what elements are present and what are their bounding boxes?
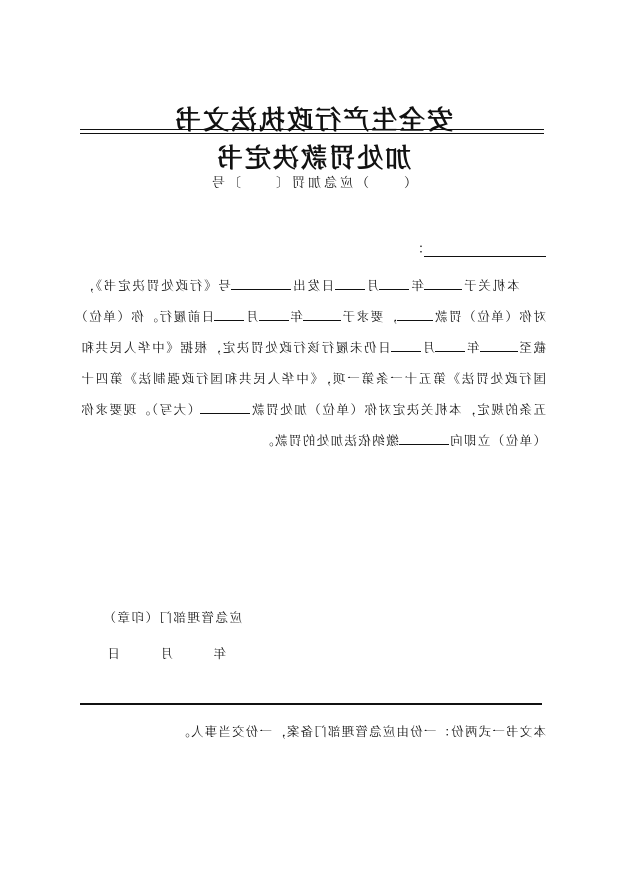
footer-note: 本文书一式两份：一份由应急管理部门备案，一份交当事人。 — [176, 724, 546, 739]
decision-body — [80, 270, 546, 456]
blank-month-2 — [259, 309, 289, 321]
body-text-3: 月 — [364, 278, 380, 293]
body-text-2: 年 — [409, 278, 425, 293]
blank-year-2 — [303, 309, 341, 321]
body-text-10: 年 — [465, 340, 480, 355]
footer-rule — [80, 703, 542, 705]
blank-year-3 — [480, 340, 518, 352]
blank-day-2 — [214, 309, 244, 321]
body-text-6: ，要求于 — [340, 309, 398, 324]
body-text-13: （大写）。现要求你（单位）立即向 — [80, 402, 546, 448]
blank-doc-no — [231, 278, 291, 290]
addressee-colon: ： — [410, 242, 424, 257]
body-text-12: 日仍未履行该行政处罚决定，根据《中华人民共和国行政处罚法》第五十一条第一项，《中华人民共和国行政强制法》第四十五条的规定，本机关决定对你（单位）加处罚款 — [80, 340, 546, 417]
blank-month — [380, 278, 410, 290]
document-number: （ ）应急加罚〔 〕号 — [209, 176, 418, 191]
blank-day — [335, 278, 365, 290]
title-rule-lower — [80, 133, 544, 134]
title-rule-upper — [80, 129, 544, 130]
blank-year — [424, 278, 462, 290]
issuing-department: 应急管理部门（印章） — [101, 610, 242, 625]
body-text-14: 缴纳依法加处的罚款。 — [259, 433, 399, 448]
body-text-5: 号《行政处罚决定书》，对你（单位）罚款 — [79, 278, 546, 324]
body-text-11: 月 — [420, 340, 436, 355]
blank-added-fine — [200, 402, 250, 414]
document-title-line1: 安全生产行政执法文书 — [173, 106, 454, 136]
addressee-blank — [424, 244, 546, 257]
blank-payee — [399, 433, 449, 445]
body-text-7: 年 — [288, 309, 303, 324]
blank-month-3 — [435, 340, 465, 352]
blank-day-3 — [391, 340, 421, 352]
document-title-line2: 加处罚款决定书 — [215, 144, 412, 174]
body-text-9: 日前履行。你（单位）截至 — [79, 309, 546, 355]
body-text-4: 日发出 — [291, 278, 335, 293]
date-placeholder: 年 月 日 — [93, 646, 226, 661]
blank-fine — [397, 309, 433, 321]
body-text-8: 月 — [244, 309, 259, 324]
body-text-1: 本机关于 — [462, 278, 520, 293]
